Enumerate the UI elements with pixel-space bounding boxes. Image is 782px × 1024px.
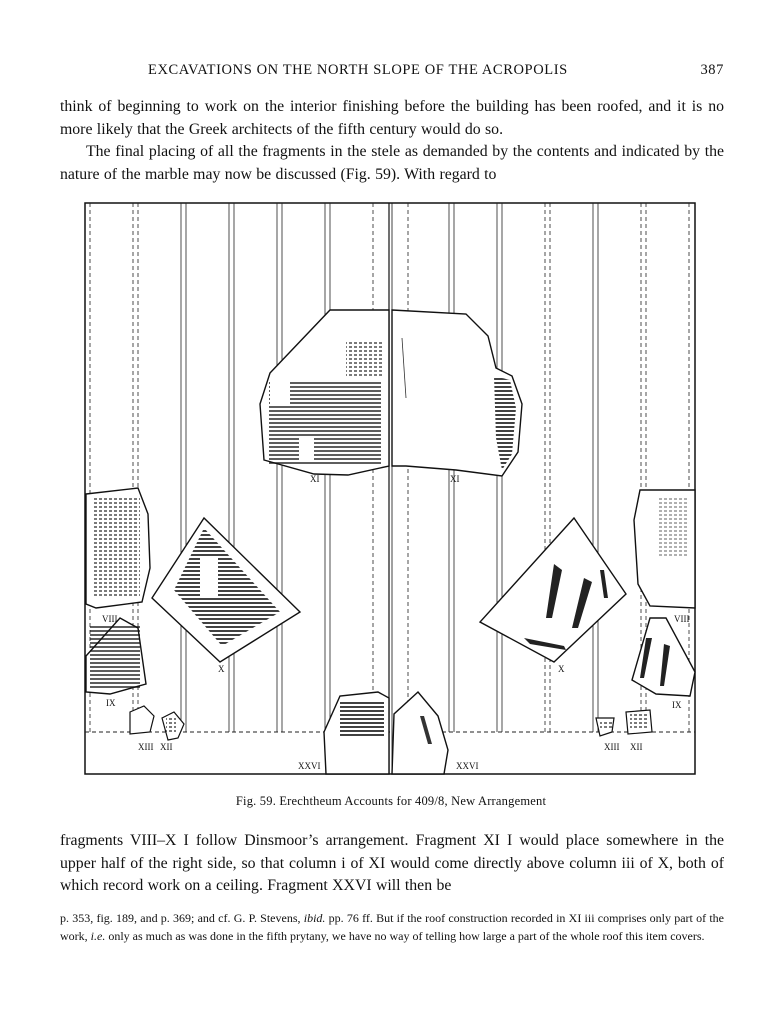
label-x-right: X bbox=[558, 664, 565, 674]
body-text-bottom bbox=[60, 830, 724, 898]
fragment-ix-right bbox=[632, 618, 695, 696]
paragraph: The final placing of all the fragments in the stele as demanded by the contents and indicated by the nature of the marble may now be discussed (Fig. 59). With regard to bbox=[60, 143, 724, 183]
fragment-xi-left bbox=[260, 310, 389, 475]
fragment-xiii-left bbox=[130, 706, 154, 734]
fragment-xi-right bbox=[392, 310, 522, 476]
label-xii-left: XII bbox=[160, 742, 173, 752]
figure-caption: Fig. 59. Erechtheum Accounts for 409/8, New Arrangement bbox=[235, 794, 547, 808]
footnote-ibid: ibid. bbox=[303, 911, 326, 925]
fragment-viii-left bbox=[86, 488, 150, 608]
paragraph-continued: think of beginning to work on the interior finishing before the building has been roofed, and it is no more likely that the Greek architects of the fifth century would do so. bbox=[60, 98, 724, 138]
fragment-x-left bbox=[152, 518, 300, 662]
label-viii-right: VIII bbox=[674, 614, 690, 624]
footnote-text-2: pp. 76 ff. But if the roof construction recorded in XI iii comprises only part of the work, bbox=[60, 911, 724, 943]
footnote bbox=[60, 910, 724, 945]
footnote-ie: i.e. bbox=[90, 928, 106, 943]
label-viii-left: VIII bbox=[102, 614, 118, 624]
label-xxvi-right: XXVI bbox=[456, 761, 479, 771]
running-header bbox=[60, 62, 724, 84]
label-xi-left: XI bbox=[310, 474, 320, 484]
stele-reconstruction-drawing bbox=[84, 198, 697, 776]
label-xii-right: XII bbox=[630, 742, 643, 752]
fragment-ix-left bbox=[86, 618, 146, 694]
fragment-viii-right bbox=[634, 490, 695, 608]
label-xiii-left: XIII bbox=[138, 742, 154, 752]
stele-outline bbox=[85, 203, 695, 774]
paragraph: fragments VIII–X I follow Dinsmoor’s arrangement. Fragment XI I would place somewhere in the upper half of the right side, so that column i of XI would come directly above column iii of X, both of which record work on a ceiling. Fragment XXVI will then be bbox=[60, 832, 724, 894]
label-xiii-right: XIII bbox=[604, 742, 620, 752]
label-xi-right: XI bbox=[450, 474, 460, 484]
fragment-xxvi-left bbox=[324, 692, 389, 774]
body-text-top bbox=[60, 96, 724, 186]
label-ix-right: IX bbox=[672, 700, 682, 710]
fragment-xxvi-right bbox=[392, 692, 448, 774]
running-title: EXCAVATIONS ON THE NORTH SLOPE OF THE ACROPOLIS bbox=[148, 62, 568, 78]
label-ix-left: IX bbox=[106, 698, 116, 708]
page-number: 387 bbox=[700, 62, 724, 78]
figure-59 bbox=[84, 198, 697, 776]
footnote-text-3: only as much as was done in the fifth prytany, we have no way of telling how large a part of the whole roof this item covers. bbox=[105, 928, 705, 943]
label-xxvi-left: XXVI bbox=[298, 761, 321, 771]
label-x-left: X bbox=[218, 664, 225, 674]
footnote-text-1: p. 353, fig. 189, and p. 369; and cf. G. P. Stevens, bbox=[60, 911, 304, 925]
fragment-xiii-right bbox=[596, 718, 614, 736]
fragment-xii-right bbox=[626, 710, 652, 734]
